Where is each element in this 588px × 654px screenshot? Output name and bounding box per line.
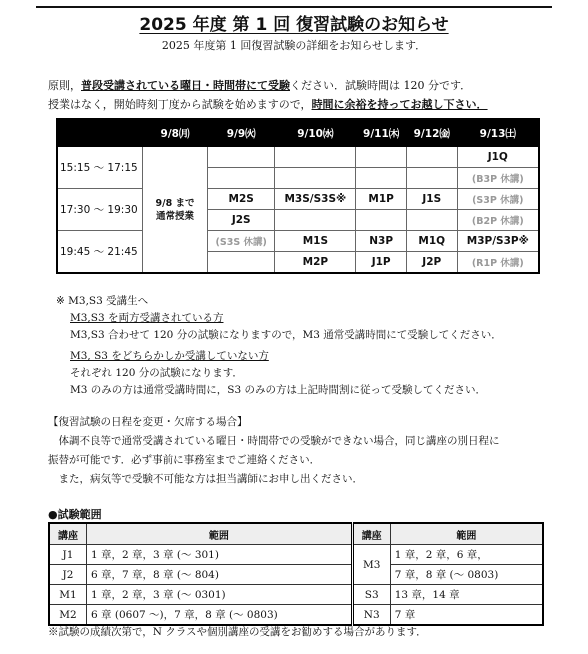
header-blank xyxy=(57,119,143,147)
normal-class-cell: 9/8 まで 通常授業 xyxy=(143,147,208,274)
range-table xyxy=(48,522,544,626)
col-course: 講座 xyxy=(352,523,390,545)
schedule-cell: J1S xyxy=(406,189,457,210)
schedule-cell: M1P xyxy=(356,189,407,210)
course-range: 13 章，14 章 xyxy=(390,585,543,605)
range-row xyxy=(49,565,543,585)
note-text: M3,S3 合わせて 120 分の試験になりますので，M3 通常受講時間にて受験してください． xyxy=(70,329,502,341)
header-day: 9/10㈬ xyxy=(275,119,356,147)
range-heading: ●試験範囲 xyxy=(48,508,102,521)
schedule-cell-cancelled: (R1P 休講) xyxy=(457,252,539,274)
schedule-cell: J1P xyxy=(356,252,407,274)
schedule-row xyxy=(57,147,539,168)
schedule-cell: M1S xyxy=(275,231,356,252)
range-row xyxy=(49,545,543,565)
schedule-cell xyxy=(208,168,275,189)
intro-emphasis-1: 普段受講されている曜日・時間帯にて受験 xyxy=(81,79,290,92)
schedule-cell xyxy=(406,168,457,189)
col-range: 範囲 xyxy=(390,523,543,545)
course-range: 1 章，2 章，3 章 (～ 0301) xyxy=(87,585,353,605)
note-subheading: M3, S3 をどちらかしか受講していない方 xyxy=(70,350,269,362)
header-day: 9/11㈭ xyxy=(356,119,407,147)
intro-emphasis-2: 時間に余裕を持ってお越し下さい． xyxy=(311,98,488,111)
header-day: 9/12㈮ xyxy=(406,119,457,147)
schedule-cell xyxy=(406,210,457,231)
schedule-cell xyxy=(406,147,457,168)
schedule-cell xyxy=(356,210,407,231)
page-title: 2025 年度 第 1 回 復習試験のお知らせ xyxy=(139,15,449,35)
course-code: J1 xyxy=(49,545,87,565)
intro-text: 原則，普段受講されている曜日・時間帯にて受験ください．試験時間は 120 分です． 授業はなく，開始時刻丁度から試験を始めますので，時間に余裕を持ってお越し下さい． xyxy=(48,79,488,111)
schedule-row xyxy=(57,189,539,210)
paragraph: 体調不良等で通常受講されている曜日・時間帯での受験ができない場合，同じ講座の別日程に xyxy=(48,435,500,447)
m3-s3-note xyxy=(56,293,502,399)
schedule-cell xyxy=(356,168,407,189)
time-slot: 19:45 ～ 21:45 xyxy=(57,231,143,274)
schedule-cell xyxy=(208,147,275,168)
schedule-cell: M3P/S3P※ xyxy=(457,231,539,252)
schedule-cell-cancelled: (S3S 休講) xyxy=(208,231,275,252)
schedule-cell: J2P xyxy=(406,252,457,274)
course-code: J2 xyxy=(49,565,87,585)
col-course: 講座 xyxy=(49,523,87,545)
range-header-row xyxy=(49,523,543,545)
schedule-cell: M2P xyxy=(275,252,356,274)
course-range: 6 章，7 章，8 章 (～ 804) xyxy=(87,565,353,585)
footnote: ※試験の成績次第で，N クラスや個別講座の受講をお勧めする場合があります． xyxy=(48,626,427,638)
col-range: 範囲 xyxy=(87,523,353,545)
note-subheading: M3,S3 を両方受講されている方 xyxy=(70,312,224,324)
title-frame xyxy=(36,6,552,38)
range-row xyxy=(49,585,543,605)
course-range: 7 章，8 章 (～ 0803) xyxy=(390,565,543,585)
schedule-cell-cancelled: (B2P 休講) xyxy=(457,210,539,231)
note-text: M3 のみの方は通常受講時間に，S3 のみの方は上記時間割に従って受験してください． xyxy=(70,384,486,396)
subtitle: 2025 年度第 1 回復習試験の詳細をお知らせします． xyxy=(161,39,427,52)
course-code: M1 xyxy=(49,585,87,605)
schedule-cell-cancelled: (S3P 休講) xyxy=(457,189,539,210)
note-heading: ※ M3,S3 受講生へ xyxy=(56,295,149,307)
course-range: 1 章，2 章，3 章 (～ 301) xyxy=(87,545,353,565)
header-day: 9/13㈯ xyxy=(457,119,539,147)
schedule-cell: M2S xyxy=(208,189,275,210)
schedule-cell xyxy=(208,252,275,274)
schedule-table xyxy=(56,118,540,274)
schedule-change-section xyxy=(48,413,558,489)
schedule-cell: J2S xyxy=(208,210,275,231)
schedule-cell: M3S/S3S※ xyxy=(275,189,356,210)
header-day: 9/9㈫ xyxy=(208,119,275,147)
course-range: 6 章 (0607 ～)，7 章，8 章 (～ 0803) xyxy=(87,605,353,626)
schedule-cell xyxy=(356,147,407,168)
schedule-cell: M1Q xyxy=(406,231,457,252)
course-range: 7 章 xyxy=(390,605,543,626)
course-code: M3 xyxy=(352,545,390,585)
course-code: M2 xyxy=(49,605,87,626)
course-range: 1 章，2 章，6 章， xyxy=(390,545,543,565)
section-heading: 【復習試験の日程を変更・欠席する場合】 xyxy=(48,416,248,428)
schedule-row xyxy=(57,231,539,252)
schedule-cell xyxy=(275,210,356,231)
time-slot: 15:15 ～ 17:15 xyxy=(57,147,143,189)
schedule-header-row xyxy=(57,119,539,147)
range-row xyxy=(49,605,543,626)
paragraph: また，病気等で受験不可能な方は担当講師にお申し出ください． xyxy=(48,473,363,485)
header-day: 9/8㈪ xyxy=(143,119,208,147)
time-slot: 17:30 ～ 19:30 xyxy=(57,189,143,231)
schedule-cell-cancelled: (B3P 休講) xyxy=(457,168,539,189)
note-text: それぞれ 120 分の試験になります． xyxy=(70,367,243,379)
schedule-cell: J1Q xyxy=(457,147,539,168)
course-code: S3 xyxy=(352,585,390,605)
paragraph: 振替が可能です．必ず事前に事務室までご連絡ください． xyxy=(48,454,321,466)
schedule-cell xyxy=(275,168,356,189)
schedule-cell xyxy=(275,147,356,168)
schedule-cell: N3P xyxy=(356,231,407,252)
course-code: N3 xyxy=(352,605,390,626)
